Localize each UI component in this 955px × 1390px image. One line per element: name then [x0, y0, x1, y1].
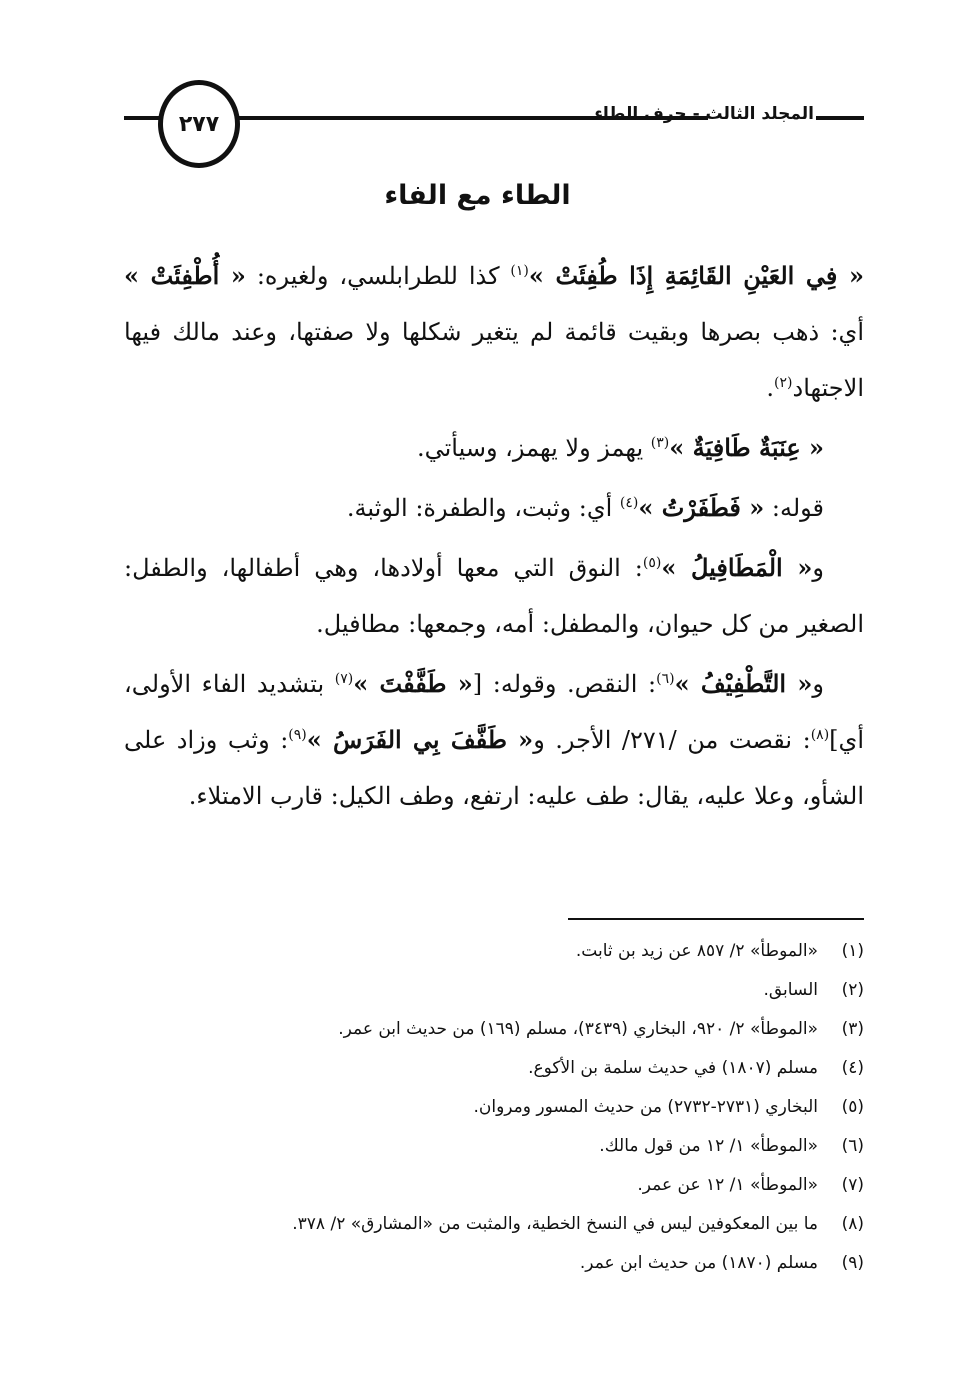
paragraph-text: : نقصت من /٢٧١/ الأجر. و: [533, 726, 811, 754]
footnote-text: السابق.: [763, 980, 818, 1000]
footnote-text: «الموطأ» ٢/ ٩٢٠، البخاري (٣٤٣٩)، مسلم (١٦٩) من حديث ابن عمر.: [338, 1019, 818, 1039]
footnote-text: «الموطأ» ١/ ١٢ من قول مالك.: [599, 1136, 818, 1156]
keyword: « أُطْفِئَتْ »: [124, 261, 246, 290]
keyword: « عِنَبَةٌ طَافِيَةٌ »: [669, 433, 824, 462]
paragraph-text: يهمز ولا يهمز، وسيأتي.: [416, 434, 651, 462]
keyword: « الْمَطَافِيلُ »: [661, 553, 813, 582]
footnote-number: (٢): [841, 980, 864, 1000]
footnote-ref: (٣): [650, 435, 670, 451]
paragraph-2: [124, 420, 864, 476]
page-number: ٢٧٧: [178, 111, 220, 137]
footnote-number: (٤): [841, 1058, 864, 1078]
footnote-number: (٧): [841, 1175, 864, 1195]
header-rule-left: [124, 116, 162, 120]
paragraph-text: أي: ذهب بصرها وبقيت قائمة لم يتغير شكلها ولا صفتها، وعند مالك فيها الاجتهاد: [124, 318, 864, 402]
footnote-text: البخاري (٢٧٣١-٢٧٣٢) من حديث المسور ومروان.: [473, 1097, 818, 1117]
footnote-item: [124, 1166, 864, 1205]
footnote-item: [124, 1205, 864, 1244]
footnote-ref: (٧): [334, 671, 354, 687]
footnote-item: [124, 1127, 864, 1166]
footnote-item: [124, 932, 864, 971]
footnote-separator: [568, 918, 864, 920]
page-header: [124, 78, 864, 168]
paragraph-5: [124, 656, 864, 824]
paragraph-text: : النوق التي معها أولادها، وهي أطفالها، والطفل: الصغير من كل حيوان، والمطفل: أمه، وجمعها: مطافيل.: [124, 554, 864, 638]
paragraph-text: كذا للطرابلسي، ولغيره:: [245, 262, 511, 290]
paragraph-4: [124, 540, 864, 652]
footnote-number: (٦): [841, 1136, 864, 1156]
footnotes: [124, 932, 864, 1283]
paragraph-text: : وثب وزاد على الشأو، وعلا عليه، يقال: طف عليه: ارتفع، وطف الكيل: قارب الامتلاء.: [124, 726, 864, 810]
footnote-item: [124, 1244, 864, 1283]
running-head: المجلد الثالث - حرف الطاء: [594, 104, 814, 124]
paragraph-text: قوله:: [764, 494, 824, 522]
footnote-ref: (٤): [619, 495, 639, 511]
page-number-badge: [158, 80, 240, 168]
footnote-ref: (٦): [656, 671, 675, 687]
footnote-text: مسلم (١٨٠٧) في حديث سلمة بن الأكوع.: [528, 1058, 818, 1078]
paragraph-text: و: [812, 670, 824, 698]
main-text: [124, 248, 864, 828]
footnote-text: «الموطأ» ٢/ ٨٥٧ عن زيد بن ثابت.: [575, 941, 818, 961]
footnote-item: [124, 1088, 864, 1127]
footnote-ref: (٨): [810, 727, 830, 743]
paragraph-text: بتشديد الفاء الأولى، أي]: [124, 670, 864, 754]
footnote-ref: (٩): [288, 727, 307, 743]
footnote-text: مسلم (١٨٧٠) من حديث ابن عمر.: [579, 1253, 818, 1273]
footnote-ref: (٢): [774, 375, 793, 391]
footnote-number: (٩): [841, 1253, 864, 1273]
footnote-number: (١): [841, 941, 864, 961]
paragraph-text: .: [766, 374, 775, 402]
keyword: « فَطَفَرْتُ »: [638, 493, 765, 522]
paragraph-1: [124, 248, 864, 416]
paragraph-3: [124, 480, 864, 536]
footnote-item: [124, 1049, 864, 1088]
paragraph-text: و: [812, 554, 824, 582]
keyword: « طَفَّفَ بِي الفَرَسُ »: [306, 725, 534, 754]
keyword: « التَّطْفِيْفُ »: [674, 669, 813, 698]
paragraph-text: : النقص. وقوله: [: [472, 670, 657, 698]
header-rule-right: [816, 116, 864, 120]
keyword: « فِي العَيْنِ القَائِمَةِ إِذَا طُفِئَتْ »: [528, 261, 864, 290]
footnote-number: (٨): [841, 1214, 864, 1234]
footnote-text: «الموطأ» ١/ ١٢ عن عمر.: [637, 1175, 818, 1195]
section-title: الطاء مع الفاء: [384, 180, 571, 211]
paragraph-text: أي: وثبت، والطفرة: الوثبة.: [346, 494, 620, 522]
footnote-number: (٥): [841, 1097, 864, 1117]
footnote-ref: (١): [510, 263, 529, 279]
footnote-item: [124, 1010, 864, 1049]
footnote-ref: (٥): [642, 555, 662, 571]
keyword: « طَفَّفْتَ »: [353, 669, 473, 698]
footnote-text: ما بين المعكوفين ليس في النسخ الخطية، والمثبت من «المشارق» ٢/ ٣٧٨.: [292, 1214, 818, 1234]
footnote-number: (٣): [841, 1019, 864, 1039]
footnote-item: [124, 971, 864, 1010]
